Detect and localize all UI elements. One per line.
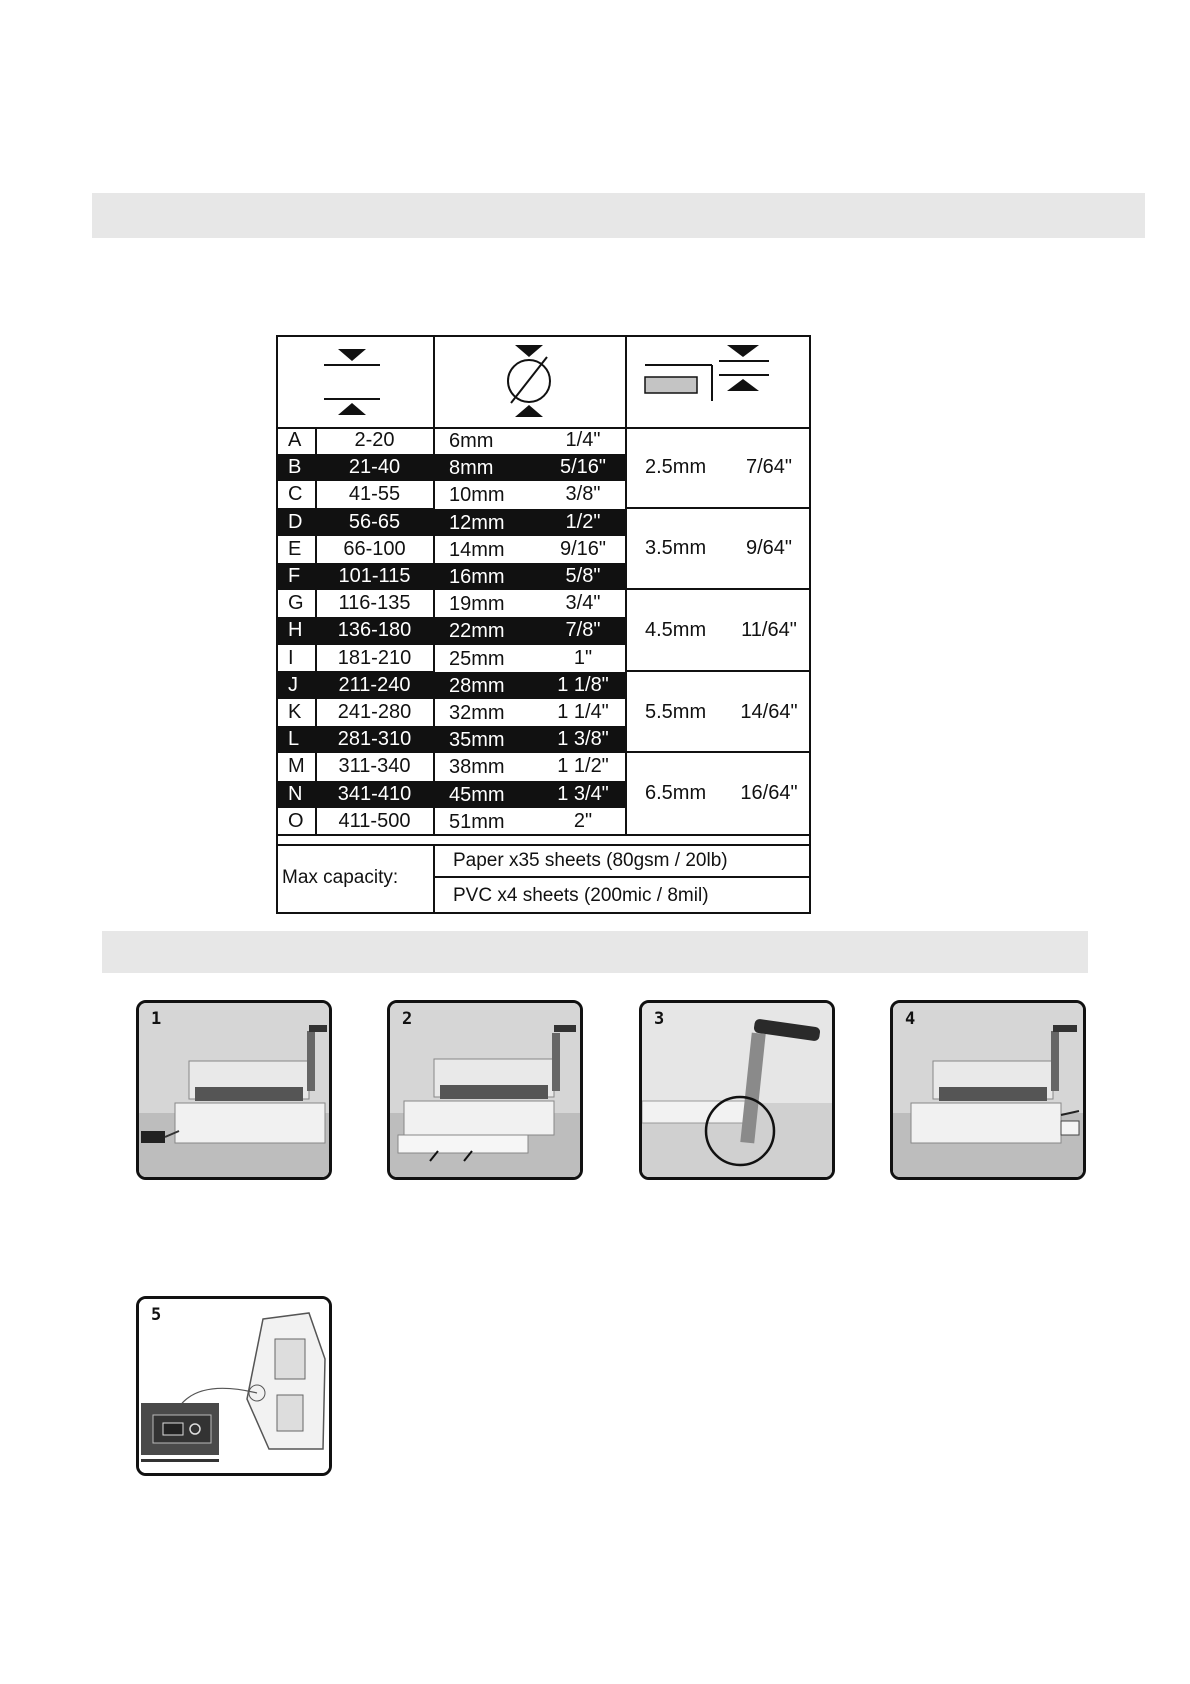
crank-handle-image xyxy=(642,1003,832,1177)
row-diameter-inch: 5/16" xyxy=(559,456,607,479)
max-capacity-cell xyxy=(276,844,435,914)
row-diameter-cell xyxy=(435,509,625,536)
row-sheets: 341-410 xyxy=(337,782,412,805)
step-1-number: 1 xyxy=(151,1009,162,1029)
row-letter: A xyxy=(288,429,302,451)
spec-table xyxy=(276,335,811,914)
step-4-number: 4 xyxy=(905,1009,916,1029)
row-sheets-cell xyxy=(317,454,435,481)
row-sheets: 116-135 xyxy=(338,592,411,615)
diameter-icon xyxy=(435,337,624,426)
margin-inch: 16/64" xyxy=(740,782,798,805)
margin-mm: 4.5mm xyxy=(645,618,707,641)
binding-machine-image xyxy=(139,1003,329,1177)
row-diameter-inch: 5/8" xyxy=(565,565,601,587)
row-letter: O xyxy=(288,809,304,832)
row-letter-cell xyxy=(276,753,317,780)
row-letter-cell xyxy=(276,481,317,508)
row-letter: B xyxy=(288,456,302,479)
margin-cell xyxy=(625,590,811,672)
row-letter: E xyxy=(288,537,302,560)
row-diameter-mm: 16mm xyxy=(449,566,505,588)
row-diameter-inch: 1/4" xyxy=(565,429,601,451)
margin-mm: 6.5mm xyxy=(645,782,707,805)
capacity-pvc-cell xyxy=(433,878,811,914)
step-1-photo xyxy=(136,1000,332,1180)
row-diameter-cell xyxy=(435,645,625,672)
margin-inch: 7/64" xyxy=(745,455,793,478)
row-sheets-cell xyxy=(317,753,435,780)
row-diameter-cell xyxy=(435,672,625,699)
row-letter: K xyxy=(288,701,302,723)
row-sheets: 66-100 xyxy=(343,537,406,560)
row-diameter-cell xyxy=(435,753,625,780)
row-diameter-mm: 8mm xyxy=(449,457,494,480)
row-sheets-cell xyxy=(317,645,435,672)
step-5-photo xyxy=(136,1296,332,1476)
capacity-paper-cell xyxy=(433,844,811,878)
row-letter-cell xyxy=(276,617,317,644)
row-letter-cell xyxy=(276,454,317,481)
row-diameter-mm: 25mm xyxy=(449,647,505,670)
row-letter-cell xyxy=(276,536,317,563)
diameter-header xyxy=(433,335,627,429)
row-diameter-inch: 1" xyxy=(573,646,593,669)
row-sheets-cell xyxy=(317,781,435,808)
margin-inch: 9/64" xyxy=(745,537,793,560)
row-diameter-inch: 3/4" xyxy=(565,592,601,615)
row-diameter-mm: 35mm xyxy=(449,729,505,752)
step-2-photo xyxy=(387,1000,583,1180)
sheet-thickness-icon xyxy=(278,337,432,426)
row-letter: I xyxy=(288,646,294,669)
row-diameter-inch: 1 3/4" xyxy=(557,782,609,805)
section-header-band-2 xyxy=(102,931,1088,973)
row-sheets-cell xyxy=(317,536,435,563)
row-sheets: 2-20 xyxy=(354,429,395,451)
row-sheets: 41-55 xyxy=(348,483,401,506)
row-sheets-cell xyxy=(317,509,435,536)
row-diameter-mm: 14mm xyxy=(449,538,505,561)
row-letter-cell xyxy=(276,645,317,672)
margin-inch: 14/64" xyxy=(740,700,798,723)
row-diameter-mm: 28mm xyxy=(449,674,505,697)
row-sheets: 56-65 xyxy=(348,510,401,533)
row-sheets: 181-210 xyxy=(337,646,412,669)
row-diameter-mm: 6mm xyxy=(449,430,494,452)
row-diameter-cell xyxy=(435,699,625,726)
margin-inch: 11/64" xyxy=(741,618,797,641)
row-letter: N xyxy=(288,782,303,805)
margin-icon xyxy=(627,337,808,426)
margin-mm: 5.5mm xyxy=(645,700,707,723)
row-letter-cell xyxy=(276,808,317,835)
step-5-number: 5 xyxy=(151,1305,162,1325)
row-letter: G xyxy=(288,592,304,615)
row-diameter-cell xyxy=(435,808,625,835)
sheet-thickness-header xyxy=(276,335,435,429)
row-diameter-inch: 1 1/8" xyxy=(557,673,609,696)
margin-header xyxy=(625,335,811,429)
margin-cell xyxy=(625,753,811,835)
row-sheets: 241-280 xyxy=(337,701,412,723)
row-diameter-cell xyxy=(435,427,625,454)
row-diameter-mm: 19mm xyxy=(449,593,505,616)
margin-mm: 3.5mm xyxy=(645,537,707,560)
row-letter: H xyxy=(288,619,303,642)
row-diameter-mm: 38mm xyxy=(449,756,505,779)
row-letter-cell xyxy=(276,699,317,726)
max-capacity-label: Max capacity: xyxy=(282,867,399,888)
row-diameter-inch: 1 1/4" xyxy=(557,701,609,723)
capacity-paper: Paper x35 sheets (80gsm / 20lb) xyxy=(453,850,728,871)
row-sheets: 101-115 xyxy=(338,565,411,587)
step-3-photo xyxy=(639,1000,835,1180)
row-diameter-cell xyxy=(435,563,625,590)
row-diameter-cell xyxy=(435,726,625,753)
row-sheets-cell xyxy=(317,481,435,508)
row-sheets-cell xyxy=(317,563,435,590)
row-diameter-inch: 9/16" xyxy=(559,537,607,560)
row-sheets: 411-500 xyxy=(338,809,411,832)
row-letter-cell xyxy=(276,563,317,590)
row-diameter-cell xyxy=(435,590,625,617)
row-sheets: 311-340 xyxy=(338,755,411,778)
row-diameter-mm: 12mm xyxy=(449,511,505,534)
row-sheets-cell xyxy=(317,808,435,835)
section-header-band xyxy=(92,193,1145,238)
row-sheets-cell xyxy=(317,726,435,753)
row-diameter-inch: 3/8" xyxy=(565,483,601,506)
margin-mm: 2.5mm xyxy=(645,455,707,478)
margin-cell xyxy=(625,427,811,509)
step-2-number: 2 xyxy=(402,1009,413,1029)
row-letter-cell xyxy=(276,509,317,536)
row-sheets-cell xyxy=(317,427,435,454)
row-letter: L xyxy=(288,728,300,751)
row-diameter-mm: 45mm xyxy=(449,783,505,806)
row-diameter-cell xyxy=(435,536,625,563)
row-sheets-cell xyxy=(317,672,435,699)
row-diameter-inch: 1 1/2" xyxy=(557,755,609,778)
row-diameter-inch: 1/2" xyxy=(565,510,601,533)
row-diameter-mm: 32mm xyxy=(449,702,505,724)
power-switch-diagram xyxy=(139,1299,329,1473)
row-letter-cell xyxy=(276,427,317,454)
row-diameter-mm: 51mm xyxy=(449,810,505,833)
row-sheets: 21-40 xyxy=(348,456,401,479)
step-4-photo xyxy=(890,1000,1086,1180)
row-diameter-mm: 22mm xyxy=(449,620,505,643)
row-letter-cell xyxy=(276,726,317,753)
row-diameter-cell xyxy=(435,454,625,481)
margin-cell xyxy=(625,509,811,591)
row-sheets-cell xyxy=(317,590,435,617)
row-sheets-cell xyxy=(317,699,435,726)
row-letter-cell xyxy=(276,672,317,699)
row-letter: M xyxy=(288,755,305,778)
row-diameter-inch: 1 3/8" xyxy=(557,728,609,751)
row-sheets-cell xyxy=(317,617,435,644)
row-letter: C xyxy=(288,483,303,506)
binding-machine-drawer-image xyxy=(390,1003,580,1177)
capacity-pvc: PVC x4 sheets (200mic / 8mil) xyxy=(453,885,709,906)
row-diameter-cell xyxy=(435,617,625,644)
row-diameter-inch: 2" xyxy=(573,809,593,832)
row-letter-cell xyxy=(276,781,317,808)
step-3-number: 3 xyxy=(654,1009,665,1029)
row-letter: D xyxy=(288,510,303,533)
row-sheets: 211-240 xyxy=(338,673,411,696)
row-letter-cell xyxy=(276,590,317,617)
row-diameter-mm: 10mm xyxy=(449,484,505,507)
binding-machine-plugged-image xyxy=(893,1003,1083,1177)
row-sheets: 136-180 xyxy=(337,619,412,642)
row-diameter-inch: 7/8" xyxy=(565,619,601,642)
row-letter: J xyxy=(288,673,298,696)
row-diameter-cell xyxy=(435,481,625,508)
row-letter: F xyxy=(288,565,301,587)
row-diameter-cell xyxy=(435,781,625,808)
margin-cell xyxy=(625,672,811,754)
row-sheets: 281-310 xyxy=(337,728,412,751)
